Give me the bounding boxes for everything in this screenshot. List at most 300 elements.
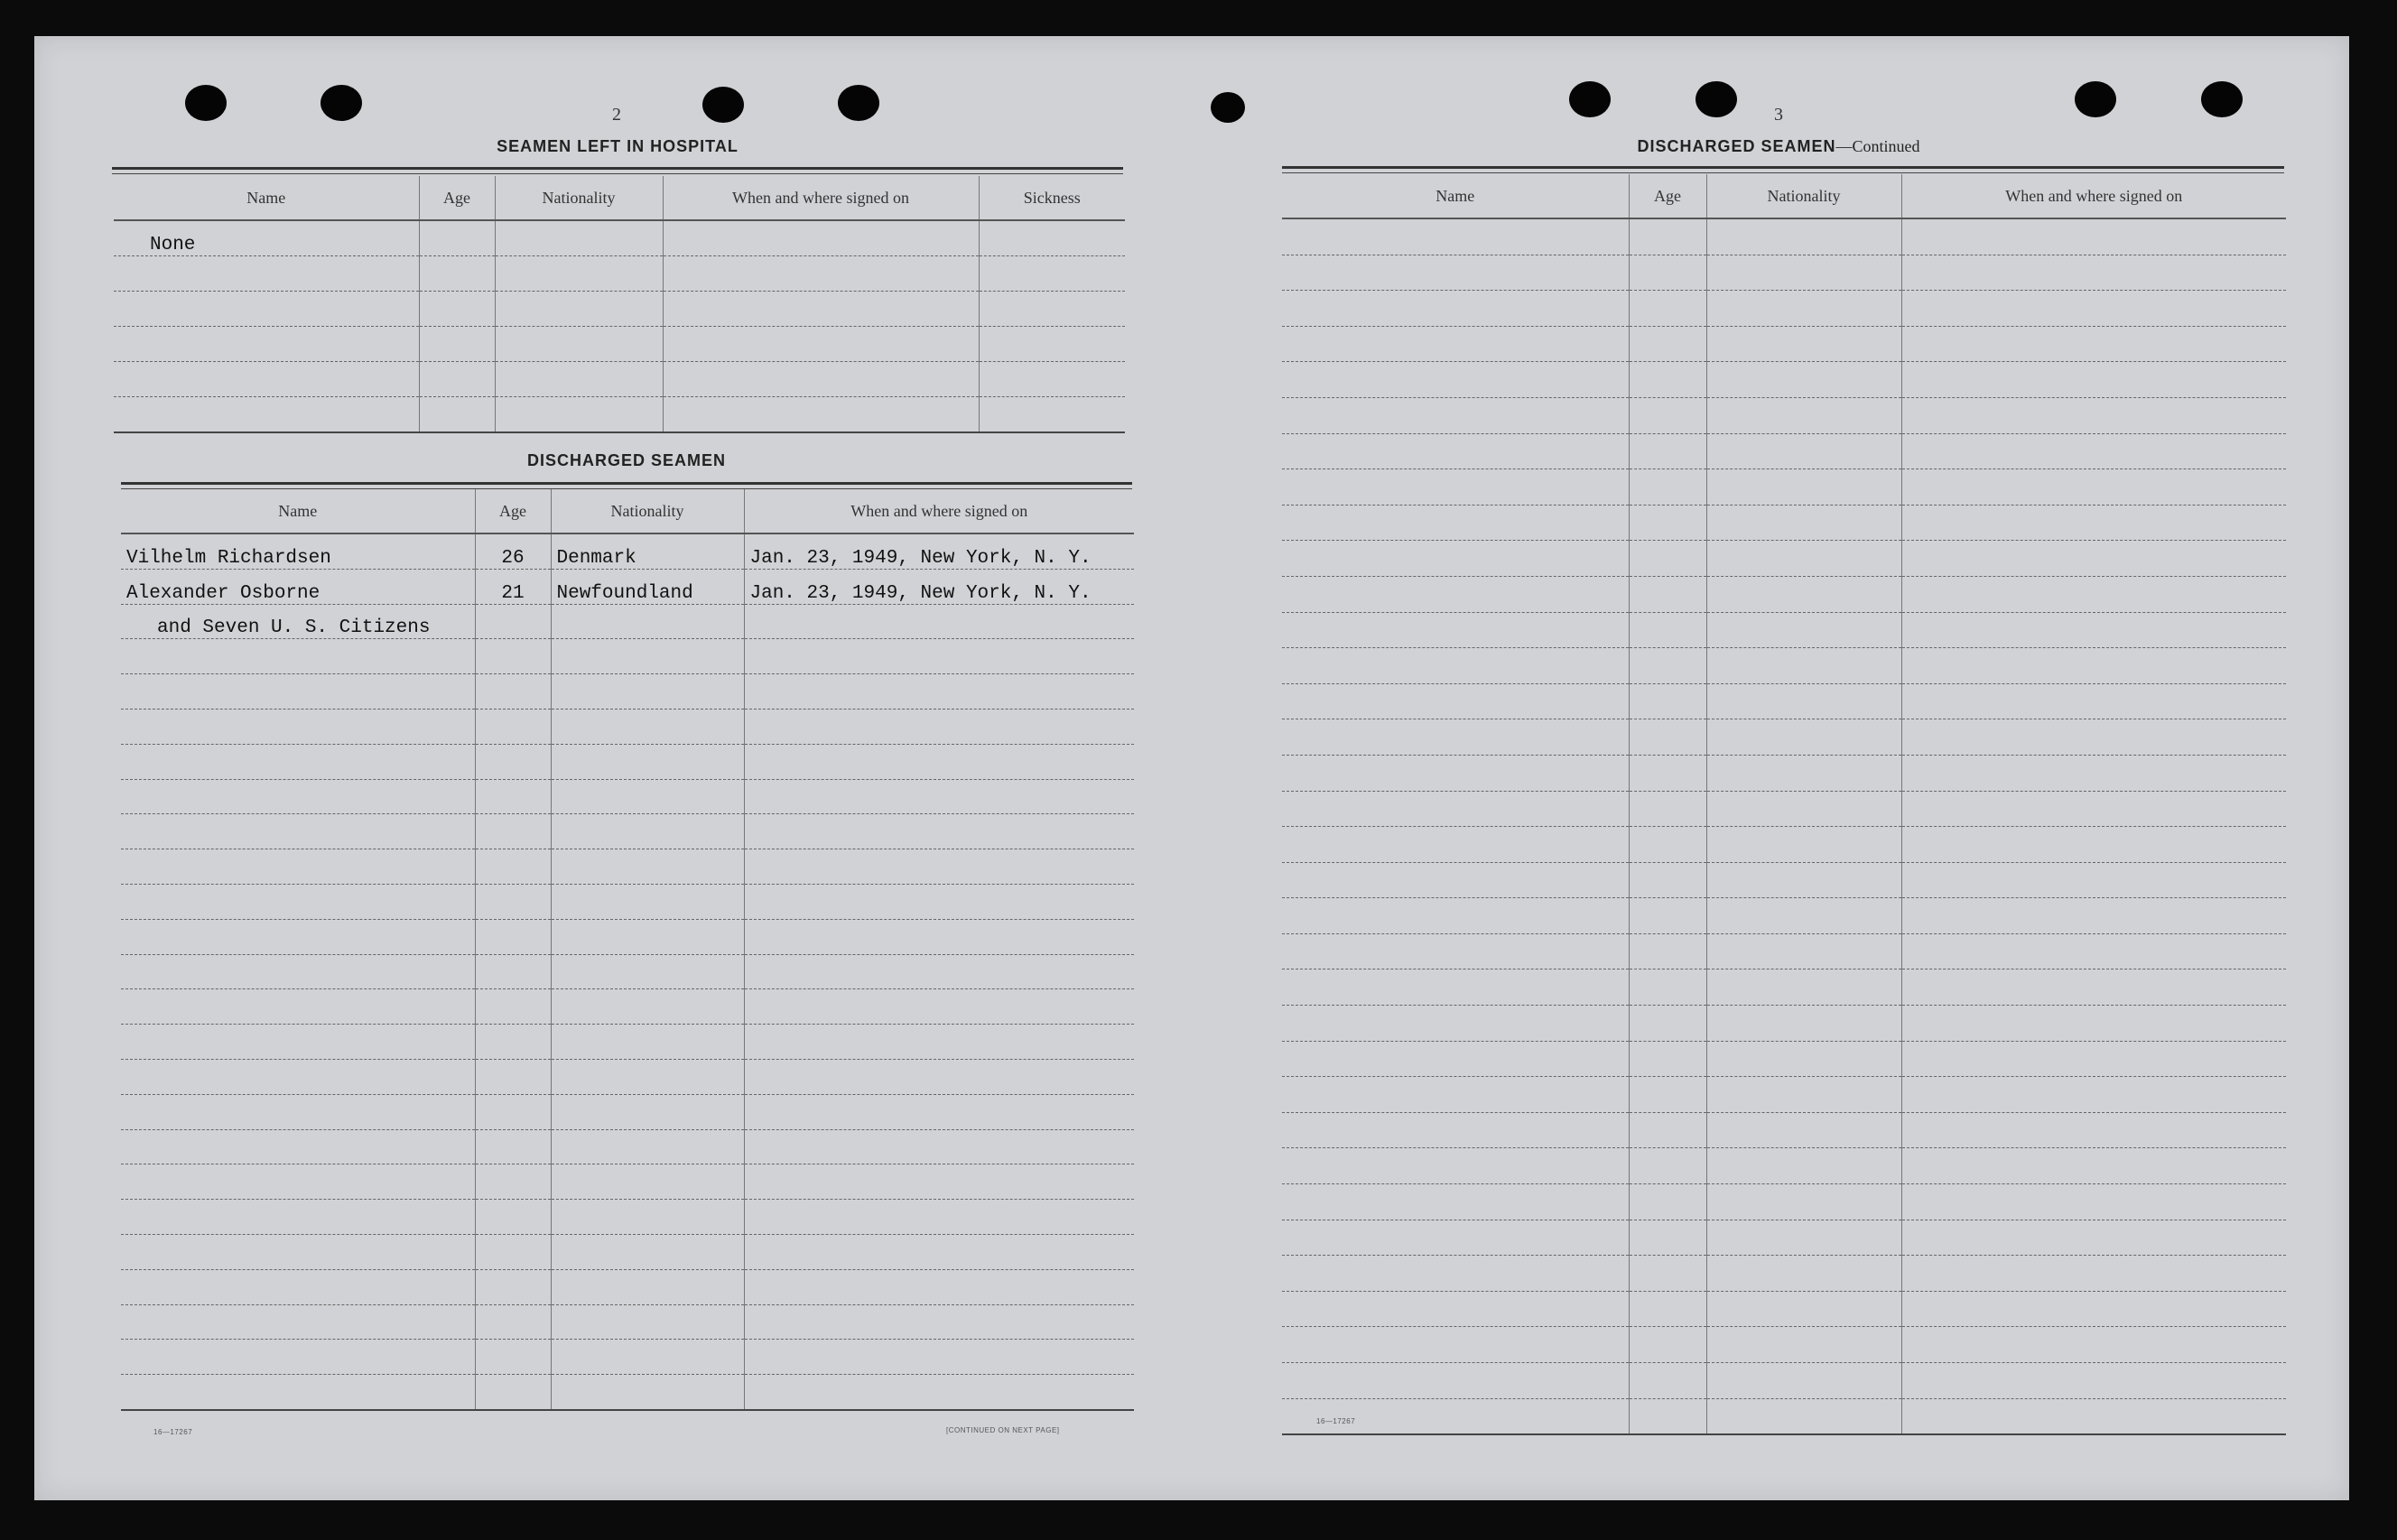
continued-row: [1282, 397, 2286, 433]
continued-cell: [1901, 397, 2286, 433]
continued-cell: [1706, 683, 1901, 719]
discharged-cell: [551, 884, 744, 919]
hospital-cell: [419, 292, 495, 327]
hospital-cell: [979, 327, 1125, 362]
hospital-row: [114, 397, 1125, 433]
hospital-col-header: When and where signed on: [663, 176, 979, 220]
hospital-cell: [419, 256, 495, 292]
continued-cell: [1629, 683, 1706, 719]
discharged-cell: [744, 1375, 1134, 1410]
continued-cell: [1901, 469, 2286, 506]
discharged-cell: [475, 1340, 551, 1375]
hospital-cell: [495, 397, 663, 433]
discharged-cell: [551, 779, 744, 814]
continued-cell: [1706, 1256, 1901, 1292]
hospital-cell: [495, 220, 663, 256]
hospital-col-header: Sickness: [979, 176, 1125, 220]
continued-cell: [1901, 648, 2286, 684]
discharged-cell: [121, 1059, 475, 1094]
hospital-table: [114, 176, 1125, 433]
discharged-cell: [744, 709, 1134, 744]
continued-cell: [1282, 827, 1629, 863]
continued-row: [1282, 1256, 2286, 1292]
hospital-cell: [419, 362, 495, 397]
binder-hole: [1569, 81, 1611, 117]
discharged-row: [121, 639, 1134, 674]
continued-cell: [1901, 898, 2286, 934]
continued-cell: [1282, 541, 1629, 577]
binder-hole: [2201, 81, 2243, 117]
continued-cell: [1282, 326, 1629, 362]
hospital-cell: [419, 220, 495, 256]
discharged-cell: [551, 919, 744, 954]
continued-cell: [1629, 1041, 1706, 1077]
page-number-left: 2: [612, 105, 621, 125]
discharged-row: [121, 1234, 1134, 1269]
continued-cell: [1706, 1291, 1901, 1327]
continued-row: [1282, 255, 2286, 291]
discharged-row: [121, 674, 1134, 710]
continued-row: [1282, 1148, 2286, 1184]
discharged-row: [121, 1340, 1134, 1375]
continued-cell: [1901, 1006, 2286, 1042]
continued-cell: [1282, 397, 1629, 433]
continued-cell: [1282, 1220, 1629, 1256]
continued-cell: [1901, 1220, 2286, 1256]
continued-cell: [1282, 469, 1629, 506]
continued-cell: [1706, 326, 1901, 362]
discharged-col-header: Age: [475, 489, 551, 533]
continued-cell: [1706, 362, 1901, 398]
discharged-row: [121, 1269, 1134, 1304]
continued-cell: [1901, 505, 2286, 541]
discharged-cell: [121, 779, 475, 814]
binder-hole: [185, 85, 227, 121]
continued-cell: [1901, 791, 2286, 827]
continued-cell: [1282, 791, 1629, 827]
continued-cell: [1629, 291, 1706, 327]
continued-cell: [1901, 1041, 2286, 1077]
discharged-row: [121, 849, 1134, 885]
continued-cell: [1901, 1398, 2286, 1434]
discharged-cell: [475, 1164, 551, 1200]
continued-cell: [1706, 755, 1901, 791]
continued-cell: [1706, 541, 1901, 577]
discharged-cell: [551, 1094, 744, 1129]
continued-cell: [1282, 1148, 1629, 1184]
continued-cell: [1901, 576, 2286, 612]
hospital-cell: [979, 362, 1125, 397]
continued-cell: [1706, 255, 1901, 291]
continued-cell: [1706, 218, 1901, 255]
discharged-cell: [121, 1269, 475, 1304]
continued-cell: [1706, 612, 1901, 648]
discharged-cell: [744, 989, 1134, 1025]
continued-cell: [1629, 969, 1706, 1006]
continued-col-header: When and where signed on: [1901, 174, 2286, 218]
continued-cell: [1901, 1363, 2286, 1399]
discharged-cell: Alexander Osborne: [121, 569, 475, 604]
discharged-cell: [744, 744, 1134, 779]
continued-col-header: Name: [1282, 174, 1629, 218]
continued-cell: [1901, 291, 2286, 327]
continued-row: [1282, 1398, 2286, 1434]
continued-cell: [1901, 326, 2286, 362]
hospital-col-header: Name: [114, 176, 419, 220]
continued-cell: [1629, 933, 1706, 969]
discharged-cell: [121, 1025, 475, 1060]
hospital-cell: [114, 362, 419, 397]
continued-cell: [1282, 1363, 1629, 1399]
discharged-cell: [121, 1129, 475, 1164]
discharged-cell: [551, 1200, 744, 1235]
discharged-row: [121, 1304, 1134, 1340]
discharged-cell: [551, 814, 744, 849]
discharged-cell: [475, 1200, 551, 1235]
continued-cell: [1629, 1112, 1706, 1148]
discharged-cell: [121, 814, 475, 849]
continued-cell: [1282, 291, 1629, 327]
continued-cell: [1901, 1291, 2286, 1327]
discharged-cell: [475, 674, 551, 710]
discharged-cell: [744, 604, 1134, 639]
continued-row: [1282, 218, 2286, 255]
discharged-cell: [475, 1269, 551, 1304]
continued-cell: [1901, 218, 2286, 255]
hospital-row: [114, 327, 1125, 362]
discharged-row: [121, 744, 1134, 779]
discharged-cell: [121, 1200, 475, 1235]
continued-cell: [1901, 541, 2286, 577]
hospital-cell: [495, 362, 663, 397]
discharged-cell: [475, 884, 551, 919]
continued-cell: [1629, 791, 1706, 827]
discharged-cell: [475, 989, 551, 1025]
form-number-left: 16—17267: [153, 1428, 193, 1436]
discharged-cell: [475, 639, 551, 674]
continued-cell: [1282, 1077, 1629, 1113]
continued-cell: [1629, 755, 1706, 791]
discharged-cell: [744, 1094, 1134, 1129]
discharged-row: [121, 1025, 1134, 1060]
continued-cell: [1629, 612, 1706, 648]
discharged-cell: [121, 919, 475, 954]
document-sheet: [34, 36, 2349, 1500]
continued-cell: [1629, 255, 1706, 291]
continued-row: [1282, 969, 2286, 1006]
discharged-cell: [475, 1025, 551, 1060]
hospital-cell: [114, 327, 419, 362]
discharged-cell: [121, 1234, 475, 1269]
discharged-row: [121, 989, 1134, 1025]
discharged-cell: [744, 884, 1134, 919]
discharged-cell: [551, 1059, 744, 1094]
continued-cell: [1282, 255, 1629, 291]
discharged-cell: [744, 1129, 1134, 1164]
discharged-cell: 26: [475, 533, 551, 569]
continued-cell: [1706, 1363, 1901, 1399]
discharged-top-rule: [121, 482, 1132, 485]
continued-cell: [1629, 326, 1706, 362]
discharged-cell: Jan. 23, 1949, New York, N. Y.: [744, 533, 1134, 569]
discharged-row: [121, 1164, 1134, 1200]
continued-top-rule: [1282, 166, 2284, 169]
continued-cell: [1282, 969, 1629, 1006]
discharged-cell: [551, 744, 744, 779]
discharged-cell: [551, 954, 744, 989]
discharged-row: [121, 1129, 1134, 1164]
discharged-cell: [551, 1234, 744, 1269]
continued-cell: [1282, 648, 1629, 684]
continued-row: [1282, 505, 2286, 541]
discharged-cell: [551, 604, 744, 639]
continued-row: [1282, 326, 2286, 362]
discharged-cell: [551, 1269, 744, 1304]
discharged-cell: [551, 674, 744, 710]
hospital-cell: [495, 292, 663, 327]
discharged-cell: [744, 1234, 1134, 1269]
continued-row: [1282, 1041, 2286, 1077]
continued-row: [1282, 576, 2286, 612]
discharged-cell: [551, 1340, 744, 1375]
continued-cell: [1282, 612, 1629, 648]
continued-cell: [1901, 612, 2286, 648]
discharged-row: [121, 569, 1134, 604]
continued-col-header: Nationality: [1706, 174, 1901, 218]
discharged-row: [121, 604, 1134, 639]
continued-cell: [1706, 469, 1901, 506]
continued-cell: [1706, 862, 1901, 898]
continued-cell: [1282, 505, 1629, 541]
continued-cell: [1629, 1184, 1706, 1220]
continued-cell: [1706, 898, 1901, 934]
continued-cell: [1901, 1077, 2286, 1113]
discharged-cell: [121, 709, 475, 744]
continued-cell: [1282, 683, 1629, 719]
discharged-cell: Denmark: [551, 533, 744, 569]
continued-cell: [1629, 469, 1706, 506]
continued-cell: [1282, 1327, 1629, 1363]
discharged-row: [121, 709, 1134, 744]
hospital-cell: [114, 256, 419, 292]
discharged-cell: [551, 1129, 744, 1164]
continued-cell: [1629, 827, 1706, 863]
continued-cell: [1282, 719, 1629, 756]
continued-cell: [1282, 1291, 1629, 1327]
hospital-row: [114, 220, 1125, 256]
discharged-cell: [121, 744, 475, 779]
discharged-col-header: Nationality: [551, 489, 744, 533]
continued-row: [1282, 362, 2286, 398]
discharged-cell: [744, 1340, 1134, 1375]
continued-cell: [1282, 1041, 1629, 1077]
continued-cell: [1282, 576, 1629, 612]
discharged-cell: [551, 1375, 744, 1410]
continued-cell: [1706, 648, 1901, 684]
continued-cell: [1706, 1148, 1901, 1184]
discharged-cell: [475, 1304, 551, 1340]
continued-cell: [1629, 719, 1706, 756]
discharged-cell: [551, 1304, 744, 1340]
continued-cell: [1901, 362, 2286, 398]
continued-cell: [1282, 1006, 1629, 1042]
continued-cell: [1901, 827, 2286, 863]
discharged-cell: [551, 639, 744, 674]
continued-cell: [1282, 1184, 1629, 1220]
discharged-cell: [475, 779, 551, 814]
discharged-cell: [744, 779, 1134, 814]
hospital-col-header: Age: [419, 176, 495, 220]
form-number-right: 16—17267: [1316, 1417, 1356, 1425]
binder-hole: [838, 85, 879, 121]
continued-table: [1282, 174, 2286, 1435]
continued-cell: [1706, 791, 1901, 827]
hospital-cell: [663, 397, 979, 433]
discharged-row: [121, 779, 1134, 814]
continued-row: [1282, 755, 2286, 791]
discharged-cell: [744, 849, 1134, 885]
discharged-cell: [121, 1094, 475, 1129]
discharged-cell: [744, 639, 1134, 674]
continued-cell: [1901, 683, 2286, 719]
continued-row: [1282, 898, 2286, 934]
discharged-cell: [475, 849, 551, 885]
discharged-cell: [475, 744, 551, 779]
hospital-cell: [979, 220, 1125, 256]
hospital-row: [114, 292, 1125, 327]
continued-cell: [1629, 1327, 1706, 1363]
continued-cell: [1629, 898, 1706, 934]
continued-cell: [1706, 1327, 1901, 1363]
hospital-cell: [419, 397, 495, 433]
hospital-cell: [419, 327, 495, 362]
discharged-row: [121, 1094, 1134, 1129]
discharged-cell: [551, 1025, 744, 1060]
continued-cell: [1706, 397, 1901, 433]
page-number-right: 3: [1774, 105, 1783, 125]
discharged-cell: [475, 1129, 551, 1164]
continued-cell: [1282, 862, 1629, 898]
continued-title-suffix: —Continued: [1835, 137, 1920, 155]
hospital-cell: [114, 397, 419, 433]
discharged-cell: [551, 709, 744, 744]
discharged-cell: [121, 884, 475, 919]
hospital-header-row: [114, 176, 1125, 220]
discharged-cell: [121, 639, 475, 674]
discharged-cell: [475, 1234, 551, 1269]
discharged-cell: [551, 989, 744, 1025]
discharged-cell: [475, 1059, 551, 1094]
continued-cell: [1901, 1112, 2286, 1148]
continued-cell: [1706, 1006, 1901, 1042]
hospital-cell: [979, 256, 1125, 292]
discharged-section-title: DISCHARGED SEAMEN: [526, 451, 727, 469]
continued-cell: [1706, 291, 1901, 327]
continued-row: [1282, 791, 2286, 827]
hospital-top-rule: [112, 167, 1123, 170]
discharged-cell: [121, 1304, 475, 1340]
discharged-cell: [121, 989, 475, 1025]
continued-cell: [1706, 1398, 1901, 1434]
discharged-row: [121, 884, 1134, 919]
continued-row: [1282, 683, 2286, 719]
continued-cell: [1706, 1220, 1901, 1256]
continued-cell: [1629, 218, 1706, 255]
continued-row: [1282, 541, 2286, 577]
discharged-cell: [121, 849, 475, 885]
continued-cell: [1706, 969, 1901, 1006]
continued-cell: [1901, 433, 2286, 469]
continued-row: [1282, 1291, 2286, 1327]
continued-cell: [1629, 1291, 1706, 1327]
continued-row: [1282, 1006, 2286, 1042]
binder-hole: [1696, 81, 1737, 117]
continued-cell: [1629, 862, 1706, 898]
hospital-row: [114, 256, 1125, 292]
continued-row: [1282, 1220, 2286, 1256]
discharged-cell: [551, 1164, 744, 1200]
continued-cell: [1706, 505, 1901, 541]
discharged-cell: [744, 954, 1134, 989]
continued-cell: [1282, 755, 1629, 791]
continued-row: [1282, 933, 2286, 969]
continued-cell: [1282, 898, 1629, 934]
continued-cell: [1629, 648, 1706, 684]
continued-row: [1282, 291, 2286, 327]
discharged-row: [121, 1375, 1134, 1410]
continued-cell: [1629, 1077, 1706, 1113]
continued-cell: [1629, 362, 1706, 398]
discharged-cell: [744, 1200, 1134, 1235]
continued-cell: [1901, 862, 2286, 898]
binder-hole: [2075, 81, 2116, 117]
continued-row: [1282, 719, 2286, 756]
continued-cell: [1629, 1006, 1706, 1042]
continued-cell: [1629, 1398, 1706, 1434]
continued-cell: [1901, 1327, 2286, 1363]
continued-row: [1282, 1327, 2286, 1363]
continued-cell: [1282, 218, 1629, 255]
discharged-cell: [475, 919, 551, 954]
continued-cell: [1901, 1148, 2286, 1184]
discharged-header-row: [121, 489, 1134, 533]
continued-cell: [1706, 1041, 1901, 1077]
continued-cell: [1629, 1256, 1706, 1292]
discharged-col-header: Name: [121, 489, 475, 533]
discharged-row: [121, 1200, 1134, 1235]
continued-section-title: [1282, 137, 2275, 156]
continued-col-header: Age: [1629, 174, 1706, 218]
continued-cell: [1706, 1112, 1901, 1148]
continued-cell: [1706, 933, 1901, 969]
discharged-cell: [121, 954, 475, 989]
discharged-cell: [744, 814, 1134, 849]
hospital-cell: [663, 362, 979, 397]
continued-cell: [1901, 755, 2286, 791]
discharged-cell: Jan. 23, 1949, New York, N. Y.: [744, 569, 1134, 604]
discharged-row: [121, 1059, 1134, 1094]
continued-cell: [1901, 969, 2286, 1006]
continued-cell: [1629, 1220, 1706, 1256]
continued-cell: [1901, 1184, 2286, 1220]
hospital-cell: [663, 327, 979, 362]
discharged-cell: [551, 849, 744, 885]
continued-cell: [1706, 1184, 1901, 1220]
discharged-cell: [475, 814, 551, 849]
hospital-cell: None: [114, 220, 419, 256]
continued-title-main: DISCHARGED SEAMEN: [1637, 137, 1836, 155]
continued-row: [1282, 862, 2286, 898]
